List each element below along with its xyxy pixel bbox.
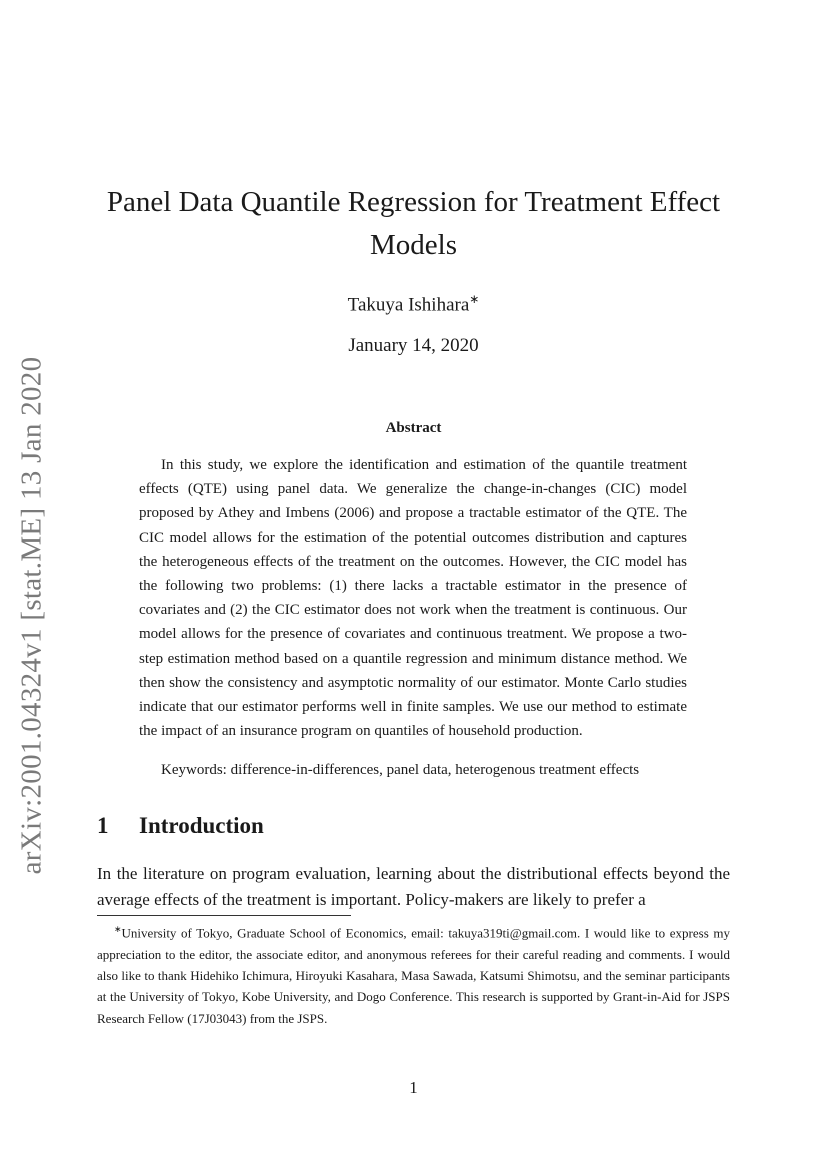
keywords: Keywords: difference-in-differences, panel data, heterogenous treatment effects [161,762,640,778]
author-footnote-mark[interactable]: ∗ [469,292,480,306]
publication-date: January 14, 2020 [348,335,479,356]
intro-paragraph: In the literature on program evaluation, learning about the distributional effects beyond the average effects of the treatment is important. Policy-makers are likely to prefer a [97,864,730,909]
author-name: Takuya Ishihara [347,294,470,316]
arxiv-stamp [4,356,60,874]
arxiv-stamp-text: arXiv:2001.04324v1 [stat.ME] 13 Jan 2020 [15,356,48,874]
footnote-text: University of Tokyo, Graduate School of Economics, email: takuya319ti@gmail.com. I would like to express my appreciation to the editor, the associate editor, and anonymous referees for their careful reading and comments. I would also like to thank Hidehiko Ichimura, Hiroyuki Kasahara, Masa Sawada, Katsumi Shimotsu, and the seminar participants at the University of Tokyo, Kobe University, and Dogo Conference. This research is supported by Grant-in-Aid for JSPS Research Fellow (17J03043) from the JSPS. [97,925,730,1026]
section-number: 1 [97,813,109,838]
footnote-divider [97,915,351,916]
footnote-mark: ∗ [114,924,122,934]
section-heading [97,813,264,839]
page-number: 1 [409,1078,418,1097]
abstract-body: In this study, we explore the identification and estimation of the quantile treatment effects (QTE) using panel data. We generalize the change-in-changes (CIC) model proposed by Athey and Imbens (2006) and propose a tractable estimator of the QTE. The CIC model allows for the estimation of the potential outcomes distribution and captures the heterogeneous effects of the treatment on the outcomes. However, the CIC model has the following two problems: (1) there lacks a tractable estimator in the presence of covariates and (2) the CIC estimator does not work when the treatment is continuous. Our model allows for the presence of covariates and continuous treatment. We propose a two-step estimation method based on a quantile regression and minimum distance method. We then show the consistency and asymptotic normality of our estimator. Monte Carlo studies indicate that our estimator performs well in finite samples. We use our method to estimate the impact of an insurance program on quantiles of household production. [139,457,687,740]
abstract-heading: Abstract [385,420,442,436]
paper-title: Panel Data Quantile Regression for Treatment Effect Models [106,186,721,261]
footnote [97,919,730,1029]
section-title: Introduction [139,813,264,838]
author-line [0,292,827,316]
